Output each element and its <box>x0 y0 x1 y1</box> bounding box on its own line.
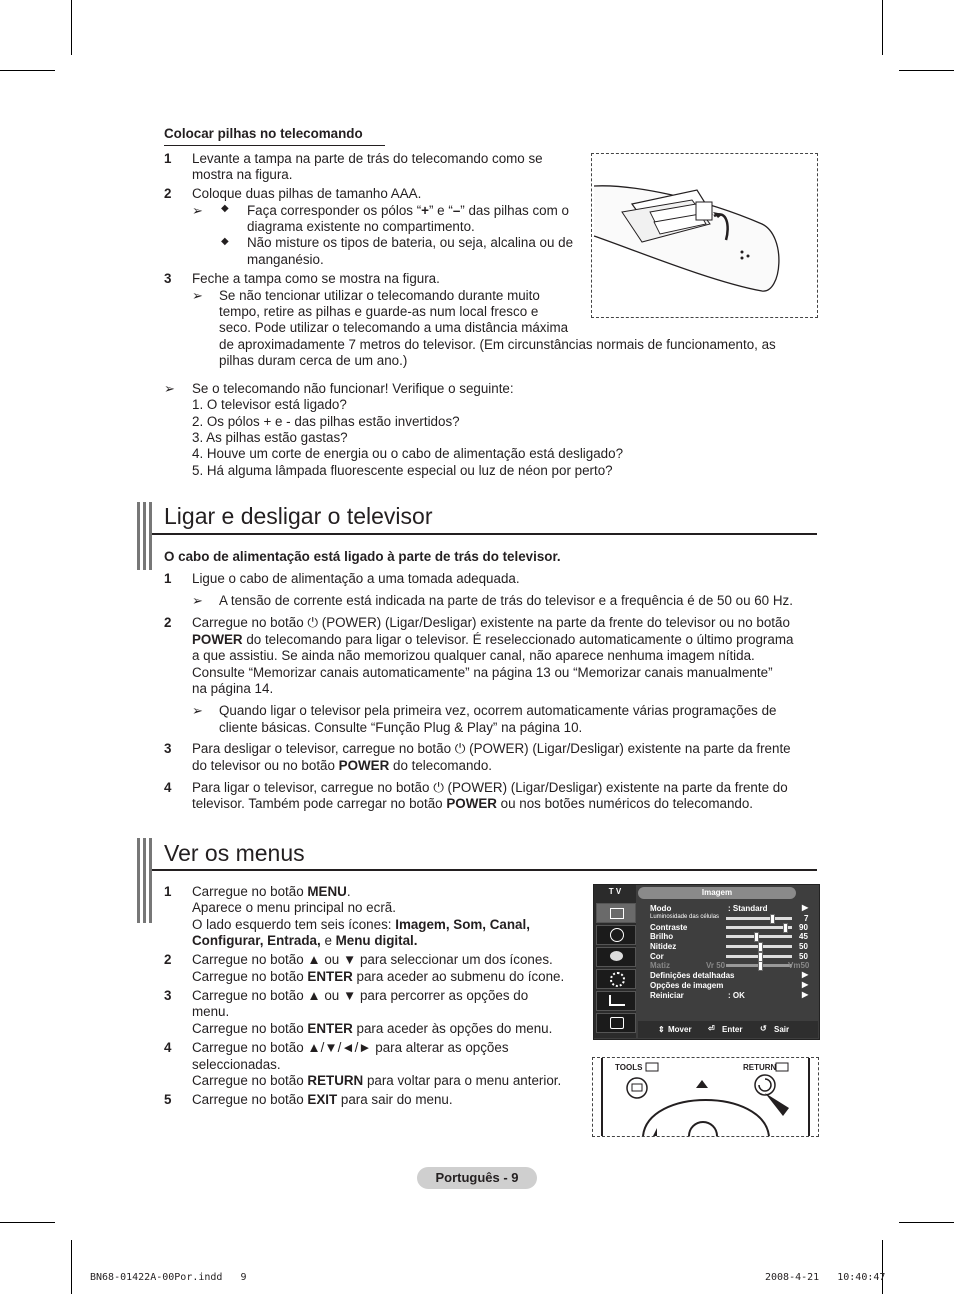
step-text: Carregue no botão ENTER para aceder às opções do menu. <box>192 1021 553 1036</box>
step-text: Feche a tampa como se mostra na figura. <box>192 271 440 286</box>
note-arrow-icon: ➢ <box>192 288 203 303</box>
osd-picture-icon <box>596 903 636 923</box>
osd-slider-knob <box>758 942 763 952</box>
print-timestamp: 2008-4-21 10:40:47 <box>765 1272 886 1283</box>
osd-row-lumin: Luminosidade das células <box>650 914 720 920</box>
battery-figure <box>591 153 818 318</box>
note-text: cliente básicas. Consulte “Função Plug & Play” na página 10. <box>219 720 583 735</box>
osd-row-contraste: Contraste <box>650 923 688 932</box>
osd-menu-figure <box>593 884 820 1040</box>
step-number: 3 <box>164 988 172 1003</box>
crop-mark <box>899 70 954 71</box>
section-intro: O cabo de alimentação está ligado à parte de trás do televisor. <box>164 549 561 564</box>
step-text: O lado esquerdo tem seis ícones: Imagem, Som, Canal, <box>192 917 530 932</box>
step-text: Configurar, Entrada, e Menu digital. <box>192 933 418 948</box>
note-arrow-icon: ➢ <box>192 703 203 718</box>
step-number: 5 <box>164 1092 172 1107</box>
section-rule <box>152 533 817 535</box>
osd-slider <box>726 917 792 920</box>
osd-slider-knob <box>754 932 759 942</box>
remote-battery-illustration <box>592 154 817 317</box>
note-text: Quando ligar o televisor pela primeira vez, ocorrem automaticamente várias programações de <box>219 703 777 718</box>
osd-digital-menu-icon <box>596 1013 636 1033</box>
osd-slider-knob <box>783 923 788 933</box>
osd-row-cor: Cor <box>650 952 664 961</box>
osd-slider <box>726 955 792 958</box>
note-text: manganésio. <box>247 252 324 267</box>
osd-row-opcoes: Opções de imagem <box>650 981 724 990</box>
note-text: diagrama existente no compartimento. <box>247 219 475 234</box>
note-arrow-icon: ➢ <box>192 593 203 608</box>
file-name: BN68-01422A-00Por.indd 9 <box>90 1272 247 1283</box>
osd-row-modo-value: : Standard <box>728 904 768 913</box>
note-text: Se não tencionar utilizar o telecomando durante muito <box>219 288 540 303</box>
step-text: mostra na figura. <box>192 167 293 182</box>
step-text: a que assistiu. Se ainda não memorizou qualquer canal, não aparece nenhuma imagem nítida. <box>192 648 755 663</box>
osd-slider <box>726 926 792 929</box>
osd-row-reiniciar: Reiniciar <box>650 991 684 1000</box>
step-text: menu. <box>192 1004 230 1019</box>
step-text: Ligue o cabo de alimentação a uma tomada adequada. <box>192 571 520 586</box>
step-text: Aparece o menu principal no ecrã. <box>192 900 396 915</box>
section-title: Ligar e desligar o televisor <box>164 503 433 529</box>
step-text: Carregue no botão ▲ ou ▼ para percorrer as opções do <box>192 988 529 1003</box>
check-item: 1. O televisor está ligado? <box>192 397 347 412</box>
osd-footer <box>638 1021 818 1038</box>
osd-value: 90 <box>799 923 808 932</box>
osd-input-icon <box>596 991 636 1011</box>
osd-enter-icon: ⏎ <box>708 1024 715 1033</box>
osd-row-definicoes: Definições detalhadas <box>650 971 735 980</box>
note-text: tempo, retire as pilhas e guarde-as num local fresco e <box>219 304 539 319</box>
osd-value: 45 <box>799 932 808 941</box>
step-text: Carregue no botão ▲ ou ▼ para seleccionar um dos ícones. <box>192 952 553 967</box>
step-number: 2 <box>164 186 172 201</box>
step-text: Levante a tampa na parte de trás do telecomando como se <box>192 151 543 166</box>
step-number: 4 <box>164 780 172 795</box>
crop-mark <box>899 1222 954 1223</box>
osd-value: Vr 50 <box>706 961 726 970</box>
crop-mark <box>0 1222 55 1223</box>
diamond-bullet-icon: ◆ <box>221 236 229 247</box>
note-text: de aproximadamente 7 metros do televisor. (Em circunstâncias normais de funcionamento, as <box>219 337 776 352</box>
step-text: Carregue no botão EXIT para sair do menu. <box>192 1092 453 1107</box>
note-arrow-icon: ➢ <box>192 203 203 218</box>
osd-arrow-right-icon: ▶ <box>802 990 809 999</box>
note-text: pilhas duram cerca de um ano.) <box>219 353 408 368</box>
note-text: Faça corresponder os pólos “+” e “–” das pilhas com o <box>247 203 569 218</box>
osd-value: 50 <box>799 942 808 951</box>
osd-row-nitidez: Nitidez <box>650 942 677 951</box>
step-text: Consulte “Memorizar canais automaticamente” na página 13 ou “Memorizar canais manualmente” <box>192 665 773 680</box>
step-text: Carregue no botão MENU. <box>192 884 351 899</box>
crop-mark <box>0 70 55 71</box>
step-number: 1 <box>164 884 172 899</box>
section-rule <box>152 869 817 871</box>
step-text: seleccionadas. <box>192 1057 281 1072</box>
remote-buttons-figure <box>592 1057 819 1137</box>
check-text: Se o telecomando não funcionar! Verifique o seguinte: <box>192 381 514 396</box>
check-item: 5. Há alguma lâmpada fluorescente especial ou luz de néon por perto? <box>192 463 613 478</box>
osd-slider <box>726 964 792 967</box>
note-arrow-icon: ➢ <box>164 381 175 396</box>
step-text: Carregue no botão RETURN para voltar para o menu anterior. <box>192 1073 562 1088</box>
step-number: 2 <box>164 615 172 630</box>
note-text: A tensão de corrente está indicada na parte de trás do televisor e a frequência é de 50 ou 60 Hz. <box>219 593 793 608</box>
osd-footer-enter: Enter <box>722 1025 743 1034</box>
check-item: 4. Houve um corte de energia ou o cabo de alimentação está desligado? <box>192 446 624 461</box>
osd-value: Vm50 <box>788 961 810 970</box>
osd-setup-icon <box>596 969 636 989</box>
step-text: do televisor ou no botão POWER do telecomando. <box>192 758 493 773</box>
crop-mark <box>71 1240 72 1294</box>
osd-arrow-right-icon: ▶ <box>802 980 809 989</box>
page-number-label: Português - 9 <box>417 1167 537 1189</box>
osd-channel-icon <box>596 947 636 967</box>
step-number: 4 <box>164 1040 172 1055</box>
step-text: Carregue no botão ⏻ (POWER) (Ligar/Desligar) existente na parte da frente do televisor ou no botão <box>192 615 790 630</box>
step-number: 2 <box>164 952 172 967</box>
crop-mark <box>882 1240 883 1294</box>
power-icon: ⏻ <box>454 741 466 756</box>
step-number: 1 <box>164 571 172 586</box>
power-icon: ⏻ <box>307 615 318 630</box>
step-text: Carregue no botão ENTER para aceder ao submenu do ícone. <box>192 969 565 984</box>
step-number: 3 <box>164 741 172 756</box>
osd-row-modo: Modo <box>650 904 672 913</box>
osd-row-matiz: Matiz <box>650 961 670 970</box>
osd-slider-knob <box>770 914 775 924</box>
heading-underline <box>164 145 385 146</box>
step-text: na página 14. <box>192 681 274 696</box>
crop-mark <box>882 0 883 55</box>
osd-row-brilho: Brilho <box>650 932 674 941</box>
step-number: 3 <box>164 271 172 286</box>
return-label: RETURN <box>743 1063 777 1072</box>
osd-arrow-right-icon: ▶ <box>802 903 809 912</box>
osd-header: Imagem <box>638 887 796 899</box>
step-text: televisor. Também pode carregar no botão POWER ou nos botões numéricos do telecomando. <box>192 796 754 811</box>
osd-slider <box>726 935 792 938</box>
osd-footer-move: Mover <box>668 1025 692 1034</box>
diamond-bullet-icon: ◆ <box>221 203 229 214</box>
step-text: Para ligar o televisor, carregue no botão ⏻ (POWER) (Ligar/Desligar) existente na parte da frente do <box>192 780 788 795</box>
step-text: POWER do telecomando para ligar o televisor. É reseleccionado automaticamente o último programa <box>192 632 794 647</box>
osd-return-icon: ↺ <box>760 1024 767 1033</box>
section-title: Ver os menus <box>164 840 305 866</box>
crop-mark <box>71 0 72 55</box>
step-text: Coloque duas pilhas de tamanho AAA. <box>192 186 422 201</box>
osd-updown-icon: ⇕ <box>658 1025 665 1034</box>
osd-sound-icon <box>596 925 636 945</box>
power-icon: ⏻ <box>433 780 444 795</box>
note-text: Não misture os tipos de bateria, ou seja, alcalina ou de <box>247 235 574 250</box>
step-number: 1 <box>164 151 172 166</box>
osd-slider <box>726 945 792 948</box>
tools-label: TOOLS <box>615 1063 643 1072</box>
osd-tv-label: T V <box>608 887 622 896</box>
osd-footer-exit: Sair <box>774 1025 790 1034</box>
osd-slider-knob <box>758 961 763 971</box>
note-text: seco. Pode utilizar o telecomando a uma distância máxima <box>219 320 569 335</box>
osd-arrow-right-icon: ▶ <box>802 970 809 979</box>
osd-value: 7 <box>804 914 809 923</box>
step-text: Carregue no botão ▲/▼/◄/► para alterar as opções <box>192 1040 509 1055</box>
osd-row-reiniciar-value: : OK <box>728 991 745 1000</box>
osd-value: 50 <box>799 952 808 961</box>
step-text: Para desligar o televisor, carregue no botão ⏻ (POWER) (Ligar/Desligar) existente na parte da frente <box>192 741 791 756</box>
remote-heading: Colocar pilhas no telecomando <box>164 126 363 141</box>
check-item: 3. As pilhas estão gastas? <box>192 430 348 445</box>
check-item: 2. Os pólos + e - das pilhas estão invertidos? <box>192 414 460 429</box>
